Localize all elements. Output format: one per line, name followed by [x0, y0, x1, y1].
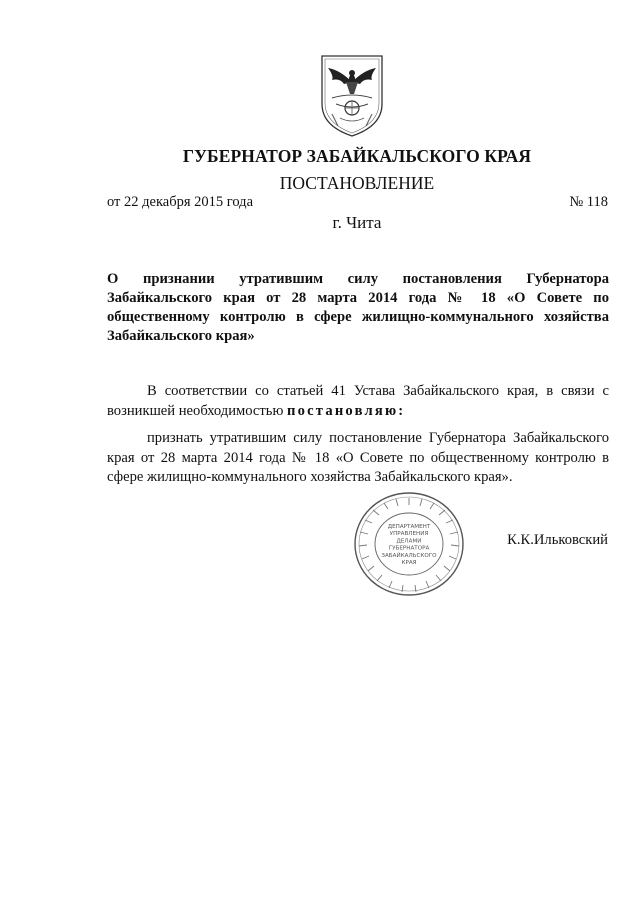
operative-paragraph — [107, 429, 609, 488]
operative-line: сфере жилищно-коммунального хозяйства Забайкальского края». — [107, 469, 513, 485]
document-date: от 22 декабря 2015 года — [107, 194, 253, 210]
seal-text-line: ЗАБАЙКАЛЬСКОГО — [381, 552, 437, 559]
document-heading — [107, 270, 609, 346]
coat-of-arms-emblem — [318, 52, 386, 138]
official-seal — [352, 490, 466, 598]
operative-line: признать утратившим силу постановление Губернатора Забайкальского — [147, 430, 609, 446]
seal-text-line: УПРАВЛЕНИЯ — [389, 531, 429, 538]
preamble-paragraph — [107, 382, 609, 421]
preamble-line: В соответствии со статьей 41 Устава Забайкальского края, в связи с — [147, 383, 609, 399]
document-city: г. Чита — [332, 213, 382, 232]
seal-text-line: ДЕПАРТАМЕНТ — [387, 524, 431, 530]
decree-word: постановляю: — [287, 402, 406, 419]
heading-line: Забайкальского края» — [107, 328, 255, 344]
heading-line: О признании утратившим силу постановления Губернатора — [107, 271, 609, 287]
signatory-name: К.К.Ильковский — [507, 532, 608, 548]
document-number: № 118 — [569, 194, 608, 210]
issuing-authority: ГУБЕРНАТОР ЗАБАЙКАЛЬСКОГО КРАЯ — [182, 146, 532, 166]
seal-text-line: ГУБЕРНАТОРА — [388, 545, 430, 552]
heading-line: Забайкальского края от 28 марта 2014 года № 18 «О Совете по — [107, 290, 609, 306]
operative-line: края от 28 марта 2014 года № 18 «О Совете по общественному контролю в — [107, 449, 609, 466]
heading-line: общественному контролю в сфере жилищно-коммунального хозяйства — [107, 309, 609, 325]
seal-text-line: КРАЯ — [401, 560, 417, 566]
document-type: ПОСТАНОВЛЕНИЕ — [279, 173, 435, 193]
preamble-line-text: возникшей необходимостью — [107, 402, 287, 419]
seal-text-line: ДЕЛАМИ — [396, 538, 422, 545]
preamble-line — [107, 402, 609, 422]
